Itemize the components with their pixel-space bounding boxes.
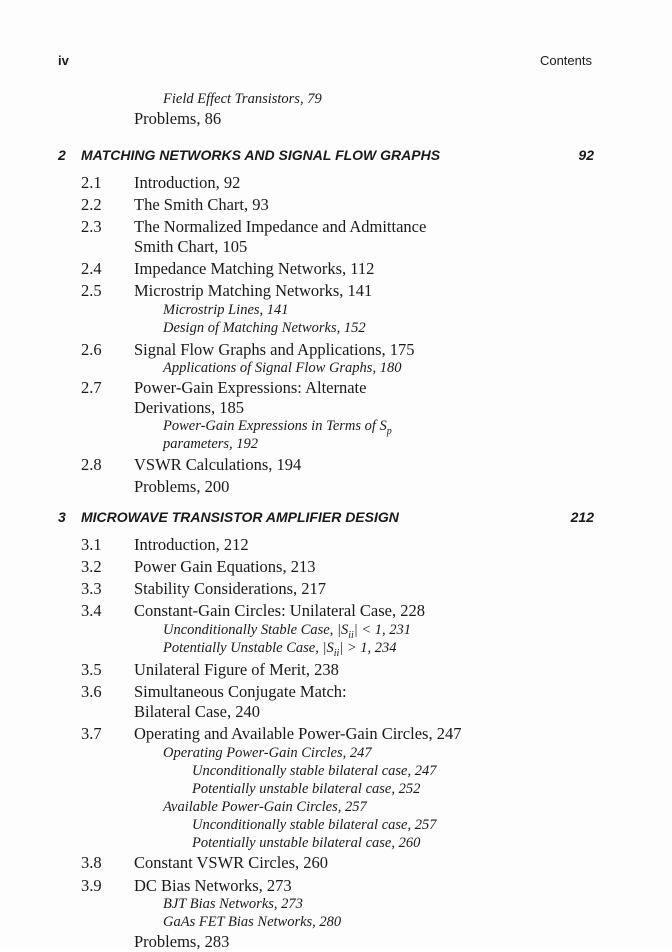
section-number: 3.9 <box>81 876 102 895</box>
section-title: Stability Considerations, 217 <box>134 579 327 598</box>
subentry: GaAs FET Bias Networks, 280 <box>163 914 342 930</box>
section-number: 3.6 <box>81 682 102 701</box>
running-header: Contents <box>539 53 592 68</box>
section-title: The Normalized Impedance and Admittance <box>134 217 427 236</box>
page-number: iv <box>58 53 69 68</box>
section-title: Power-Gain Expressions: Alternate <box>134 378 367 397</box>
section-number: 2.2 <box>81 195 102 214</box>
chapter-title: MICROWAVE TRANSISTOR AMPLIFIER DESIGN <box>81 509 399 525</box>
section-title: VSWR Calculations, 194 <box>134 455 302 474</box>
section-number: 2.3 <box>81 217 102 236</box>
section-title: Impedance Matching Networks, 112 <box>134 259 375 278</box>
problems-entry: Problems, 86 <box>134 109 222 128</box>
section-number: 2.8 <box>81 455 102 474</box>
section-number: 2.7 <box>81 378 102 397</box>
subentry: Microstrip Lines, 141 <box>163 302 289 318</box>
chapter-2-heading <box>0 146 672 164</box>
section-title: Introduction, 92 <box>134 173 241 192</box>
section-title: Operating and Available Power-Gain Circles, 247 <box>134 724 462 743</box>
section-number: 3.1 <box>81 535 102 554</box>
subentry: Operating Power-Gain Circles, 247 <box>163 745 372 761</box>
chapter-number: 2 <box>58 147 66 163</box>
subentry: Available Power-Gain Circles, 257 <box>163 799 367 815</box>
subentry: BJT Bias Networks, 273 <box>163 896 303 912</box>
section-title-cont: Smith Chart, 105 <box>134 237 248 256</box>
problems-entry: Problems, 283 <box>134 932 230 951</box>
chapter-3-heading <box>0 508 672 526</box>
section-number: 3.5 <box>81 660 102 679</box>
subsubentry: Potentially unstable bilateral case, 252 <box>192 781 421 797</box>
section-title: Microstrip Matching Networks, 141 <box>134 281 373 300</box>
section-title: Constant VSWR Circles, 260 <box>134 853 329 872</box>
section-number: 3.3 <box>81 579 102 598</box>
subentry: Potentially Unstable Case, $|S_{ii}| > 1$, 234 <box>163 640 397 659</box>
subentry: Design of Matching Networks, 152 <box>163 320 366 336</box>
section-title: Power Gain Equations, 213 <box>134 557 316 576</box>
chapter-title: MATCHING NETWORKS AND SIGNAL FLOW GRAPHS <box>81 147 441 163</box>
subentry: Unconditionally Stable Case, $|S_{ii}| < 1$, 231 <box>163 622 412 641</box>
section-title: DC Bias Networks, 273 <box>134 876 292 895</box>
problems-entry: Problems, 200 <box>134 477 230 496</box>
chapter-page: 92 <box>578 147 594 163</box>
section-number: 3.2 <box>81 557 102 576</box>
section-title: Constant-Gain Circles: Unilateral Case, 228 <box>134 601 425 620</box>
chapter-page: 212 <box>570 509 594 525</box>
chapter-number: 3 <box>58 509 66 525</box>
subentry: Power-Gain Expressions in Terms of $S_p$ <box>163 418 392 437</box>
subsubentry: Potentially unstable bilateral case, 260 <box>192 835 421 851</box>
section-number: 3.8 <box>81 853 102 872</box>
section-title: The Smith Chart, 93 <box>134 195 269 214</box>
section-title: Unilateral Figure of Merit, 238 <box>134 660 339 679</box>
section-number: 2.5 <box>81 281 102 300</box>
section-title-cont: Derivations, 185 <box>134 398 244 417</box>
subsubentry: Unconditionally stable bilateral case, 247 <box>192 763 437 779</box>
section-number: 2.4 <box>81 259 102 278</box>
section-number: 3.7 <box>81 724 102 743</box>
subsubentry: Unconditionally stable bilateral case, 257 <box>192 817 437 833</box>
subentry: Applications of Signal Flow Graphs, 180 <box>163 360 402 376</box>
subentry-fet: Field Effect Transistors, 79 <box>163 91 322 107</box>
section-title: Signal Flow Graphs and Applications, 175 <box>134 340 415 359</box>
section-title: Introduction, 212 <box>134 535 249 554</box>
section-title-cont: Bilateral Case, 240 <box>134 702 261 721</box>
section-number: 3.4 <box>81 601 102 620</box>
section-number: 2.1 <box>81 173 102 192</box>
section-number: 2.6 <box>81 340 102 359</box>
section-title: Simultaneous Conjugate Match: <box>134 682 347 701</box>
subentry: parameters, 192 <box>163 436 259 452</box>
